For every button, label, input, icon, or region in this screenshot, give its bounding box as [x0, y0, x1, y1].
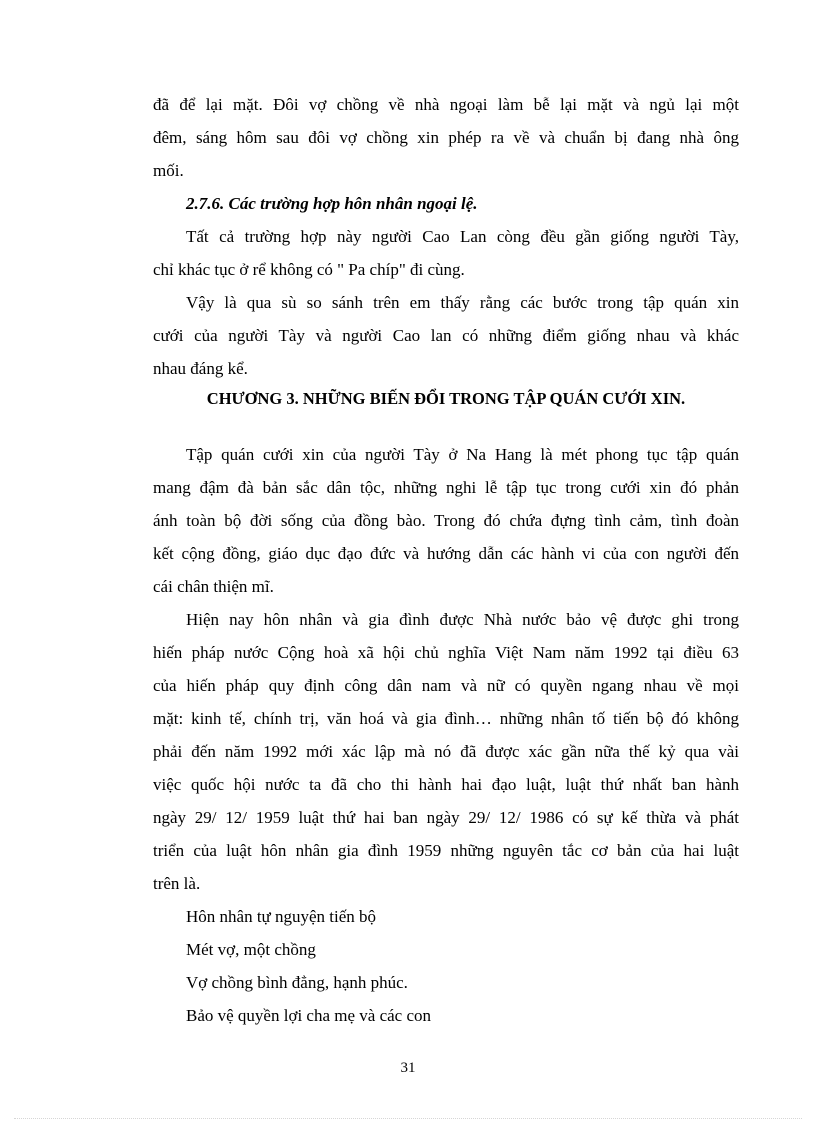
paragraph-line: phải đến năm 1992 mới xác lập mà nó đã được xác gần nữa thế kỷ qua vài [153, 742, 739, 761]
paragraph-line: nhau đáng kể. [153, 359, 248, 378]
paragraph-line: cái chân thiện mĩ. [153, 577, 274, 596]
paragraph-line: ngày 29/ 12/ 1959 luật thứ hai ban ngày 29/ 12/ 1986 có sự kế thừa và phát [153, 808, 739, 827]
paragraph-line: mối. [153, 161, 184, 180]
list-item: Hôn nhân tự nguyện tiến bộ [186, 907, 377, 926]
page-bottom-divider [14, 1118, 802, 1119]
paragraph-line: hiến pháp nước Cộng hoà xã hội chủ nghĩa Việt Nam năm 1992 tại điều 63 [153, 643, 739, 662]
paragraph-line: trên là. [153, 874, 201, 893]
paragraph-line: đã để lại mặt. Đôi vợ chồng về nhà ngoại làm bễ lại mặt và ngủ lại một [153, 95, 739, 114]
paragraph-line: mặt: kinh tế, chính trị, văn hoá và gia đình… những nhân tố tiến bộ đó không [153, 709, 739, 728]
paragraph-line: chỉ khác tục ở rể không có " Pa chíp" đi cùng. [153, 260, 465, 279]
chapter-heading: CHƯƠNG 3. NHỮNG BIẾN ĐỔI TRONG TẬP QUÁN CƯỚI XIN. [206, 389, 686, 408]
list-item: Mét vợ, một chồng [186, 940, 316, 959]
paragraph-line: của hiến pháp quy định công dân nam và nữ có quyền ngang nhau về mọi [153, 676, 739, 695]
list-item: Bảo vệ quyền lợi cha mẹ và các con [186, 1006, 431, 1025]
paragraph-line: Vậy là qua sù so sánh trên em thấy rằng các bước trong tập quán xin [186, 293, 739, 312]
paragraph-line: ánh toàn bộ đời sống của đồng bào. Trong đó chứa đựng tình cảm, tình đoàn [153, 511, 739, 530]
paragraph-line: đêm, sáng hôm sau đôi vợ chồng xin phép ra về và chuẩn bị đang nhà ông [153, 128, 739, 147]
paragraph-line: triển của luật hôn nhân gia đình 1959 những nguyên tắc cơ bản của hai luật [153, 841, 739, 860]
paragraph-line: cưới của người Tày và người Cao lan có những điểm giống nhau và khác [153, 326, 739, 345]
paragraph-line: việc quốc hội nước ta đã cho thi hành hai đạo luật, luật thứ nhất ban hành [153, 775, 739, 794]
list-item: Vợ chồng bình đẳng, hạnh phúc. [186, 973, 408, 992]
paragraph-line: Hiện nay hôn nhân và gia đình được Nhà nước bảo vệ được ghi trong [186, 610, 739, 629]
page-number: 31 [400, 1060, 416, 1076]
paragraph-line: Tập quán cưới xin của người Tày ở Na Hang là mét phong tục tập quán [186, 445, 739, 464]
section-heading: 2.7.6. Các trường hợp hôn nhân ngoại lệ. [186, 194, 478, 213]
paragraph-line: Tất cả trường hợp này người Cao Lan còng đều gần giống người Tày, [186, 227, 739, 246]
paragraph-line: kết cộng đồng, giáo dục đạo đức và hướng dẫn các hành vi của con người đến [153, 544, 739, 563]
paragraph-line: mang đậm đà bản sắc dân tộc, những nghi lễ tập tục trong cưới xin đó phản [153, 478, 739, 497]
